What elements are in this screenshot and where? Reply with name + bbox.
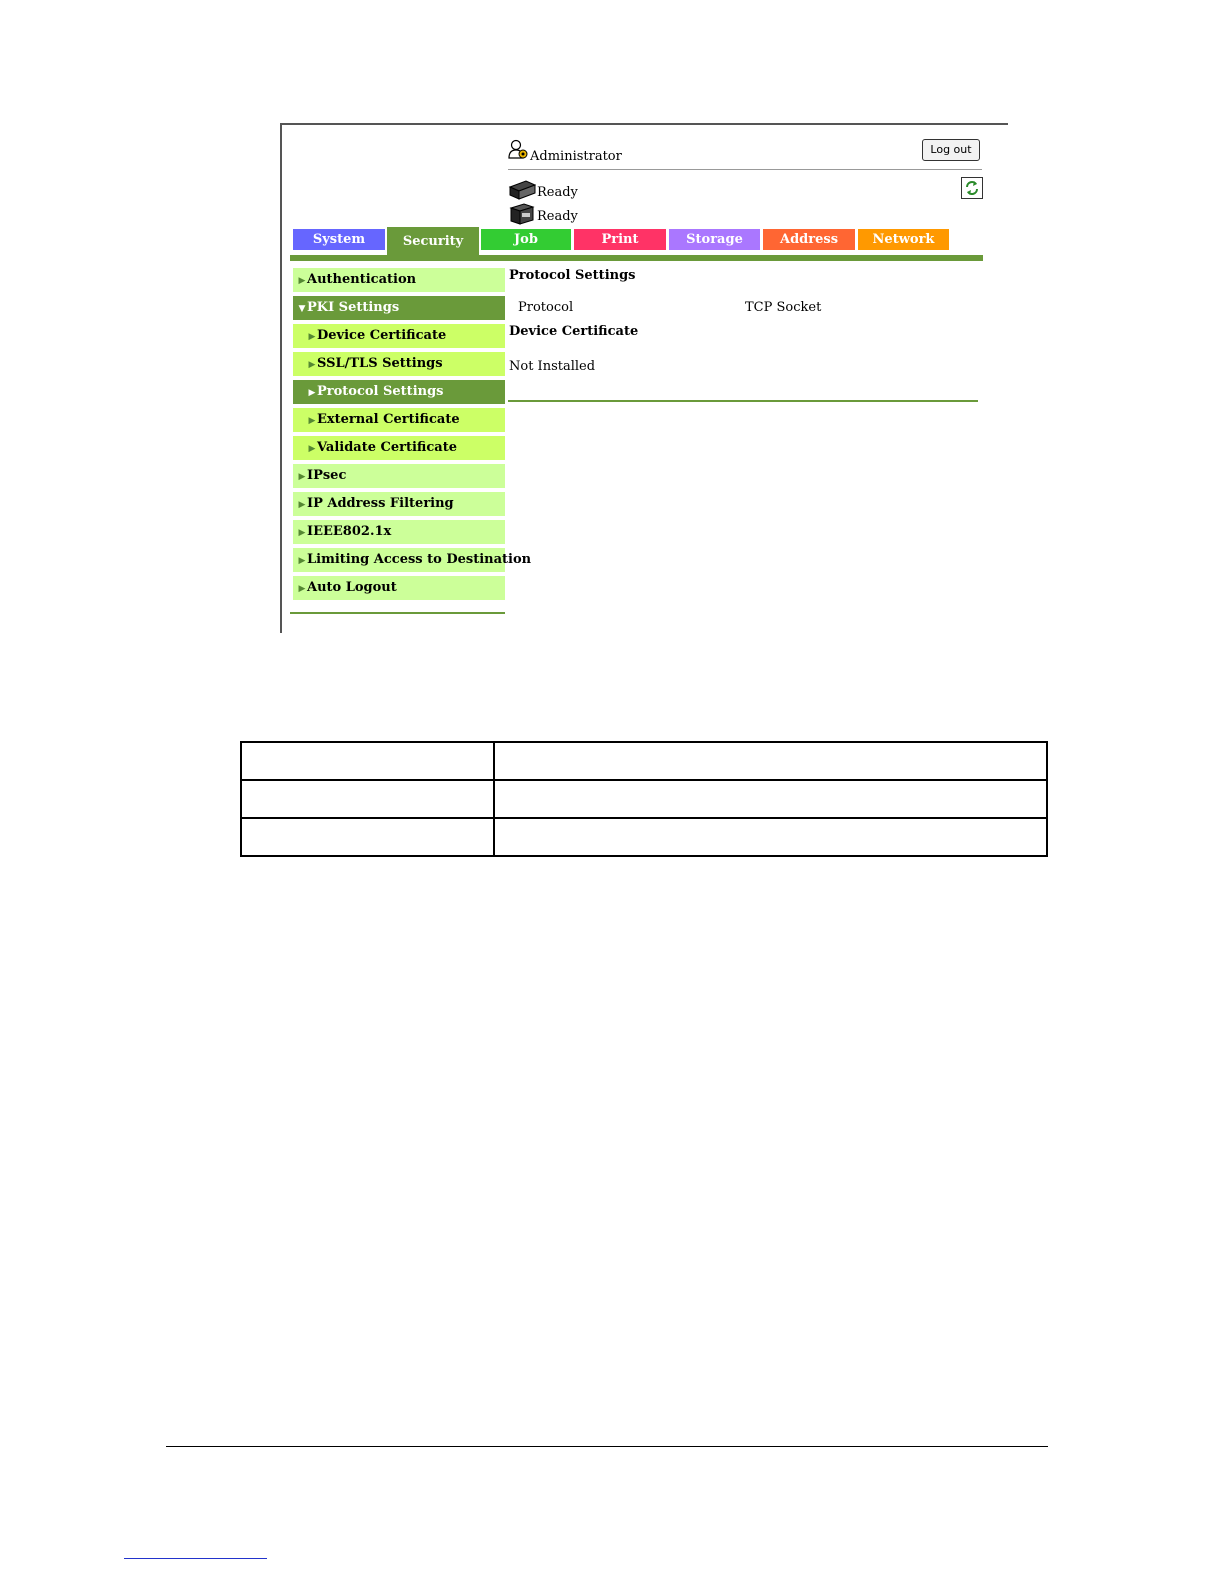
menu-item-label: Protocol Settings <box>317 384 444 399</box>
tab-underline <box>290 255 983 261</box>
menu-item-label: Limiting Access to Destination <box>307 552 532 567</box>
tab-print[interactable]: Print <box>574 229 666 250</box>
menu-item-ipsec[interactable] <box>293 464 505 488</box>
protocol-value: TCP Socket <box>745 300 822 315</box>
frame-border-left <box>280 123 282 633</box>
right-arrow-icon: ▶ <box>298 500 306 510</box>
user-name: Administrator <box>530 149 622 164</box>
device-certificate-heading: Device Certificate <box>509 324 639 339</box>
content-bottom-rule <box>508 400 978 402</box>
tab-job[interactable]: Job <box>481 229 571 250</box>
tab-storage[interactable]: Storage <box>669 229 760 250</box>
table-cell <box>241 742 494 780</box>
table-cell <box>494 780 1047 818</box>
printer-icon <box>508 179 536 201</box>
right-arrow-icon: ▶ <box>308 360 316 370</box>
menu-item-ieee8021x[interactable] <box>293 520 505 544</box>
tab-system[interactable]: System <box>293 229 385 250</box>
right-arrow-icon: ▶ <box>298 472 306 482</box>
menu-bottom-rule <box>290 612 505 614</box>
menu-item-label: PKI Settings <box>307 300 400 315</box>
scanner-status-text: Ready <box>537 209 578 224</box>
certificate-status: Not Installed <box>509 359 596 374</box>
menu-item-ssl-tls-settings[interactable] <box>293 352 505 376</box>
menu-item-label: External Certificate <box>317 412 460 427</box>
protocol-label: Protocol <box>518 300 574 315</box>
right-arrow-icon: ▶ <box>298 528 306 538</box>
menu-item-label: Authentication <box>307 272 417 287</box>
menu-item-label: IPsec <box>307 468 347 483</box>
right-arrow-icon: ▶ <box>298 556 306 566</box>
table-row <box>241 818 1047 856</box>
tab-address[interactable]: Address <box>763 229 855 250</box>
user-bar <box>508 139 982 170</box>
frame-border-top <box>280 123 1008 125</box>
right-arrow-icon: ▶ <box>308 332 316 342</box>
menu-item-external-certificate[interactable] <box>293 408 505 432</box>
table-cell <box>494 818 1047 856</box>
menu-item-label: IEEE802.1x <box>307 524 392 539</box>
footer-link-underline[interactable] <box>124 1558 267 1559</box>
scanner-icon <box>508 203 536 225</box>
right-arrow-icon: ▶ <box>298 584 306 594</box>
footer-rule <box>166 1446 1048 1447</box>
table-cell <box>241 818 494 856</box>
page-title: Protocol Settings <box>509 268 636 283</box>
printer-status-text: Ready <box>537 185 578 200</box>
right-arrow-icon: ▶ <box>308 444 316 454</box>
logout-button[interactable]: Log out <box>922 139 980 161</box>
menu-item-label: SSL/TLS Settings <box>317 356 443 371</box>
menu-item-protocol-settings[interactable] <box>293 380 505 404</box>
administrator-icon <box>508 139 530 161</box>
tab-network[interactable]: Network <box>858 229 949 250</box>
menu-item-validate-certificate[interactable] <box>293 436 505 460</box>
table-cell <box>241 780 494 818</box>
menu-item-label: IP Address Filtering <box>307 496 454 511</box>
table-cell <box>494 742 1047 780</box>
right-arrow-icon: ▶ <box>308 388 316 398</box>
table-row <box>241 742 1047 780</box>
menu-item-ip-address-filtering[interactable] <box>293 492 505 516</box>
menu-item-label: Auto Logout <box>307 580 397 595</box>
right-arrow-icon: ▶ <box>308 416 316 426</box>
tab-security[interactable]: Security <box>387 227 479 257</box>
menu-item-authentication[interactable] <box>293 268 505 292</box>
menu-item-label: Validate Certificate <box>317 440 457 455</box>
menu-item-limiting-access[interactable] <box>293 548 532 572</box>
refresh-icon[interactable] <box>961 177 983 199</box>
down-arrow-icon: ▼ <box>298 304 306 314</box>
menu-item-pki-settings[interactable] <box>293 296 505 320</box>
menu-item-auto-logout[interactable] <box>293 576 505 600</box>
menu-item-label: Device Certificate <box>317 328 447 343</box>
table-row <box>241 780 1047 818</box>
menu-item-device-certificate[interactable] <box>293 324 505 348</box>
right-arrow-icon: ▶ <box>298 276 306 286</box>
web-ui-screenshot <box>280 123 1008 633</box>
empty-table <box>240 741 1048 857</box>
